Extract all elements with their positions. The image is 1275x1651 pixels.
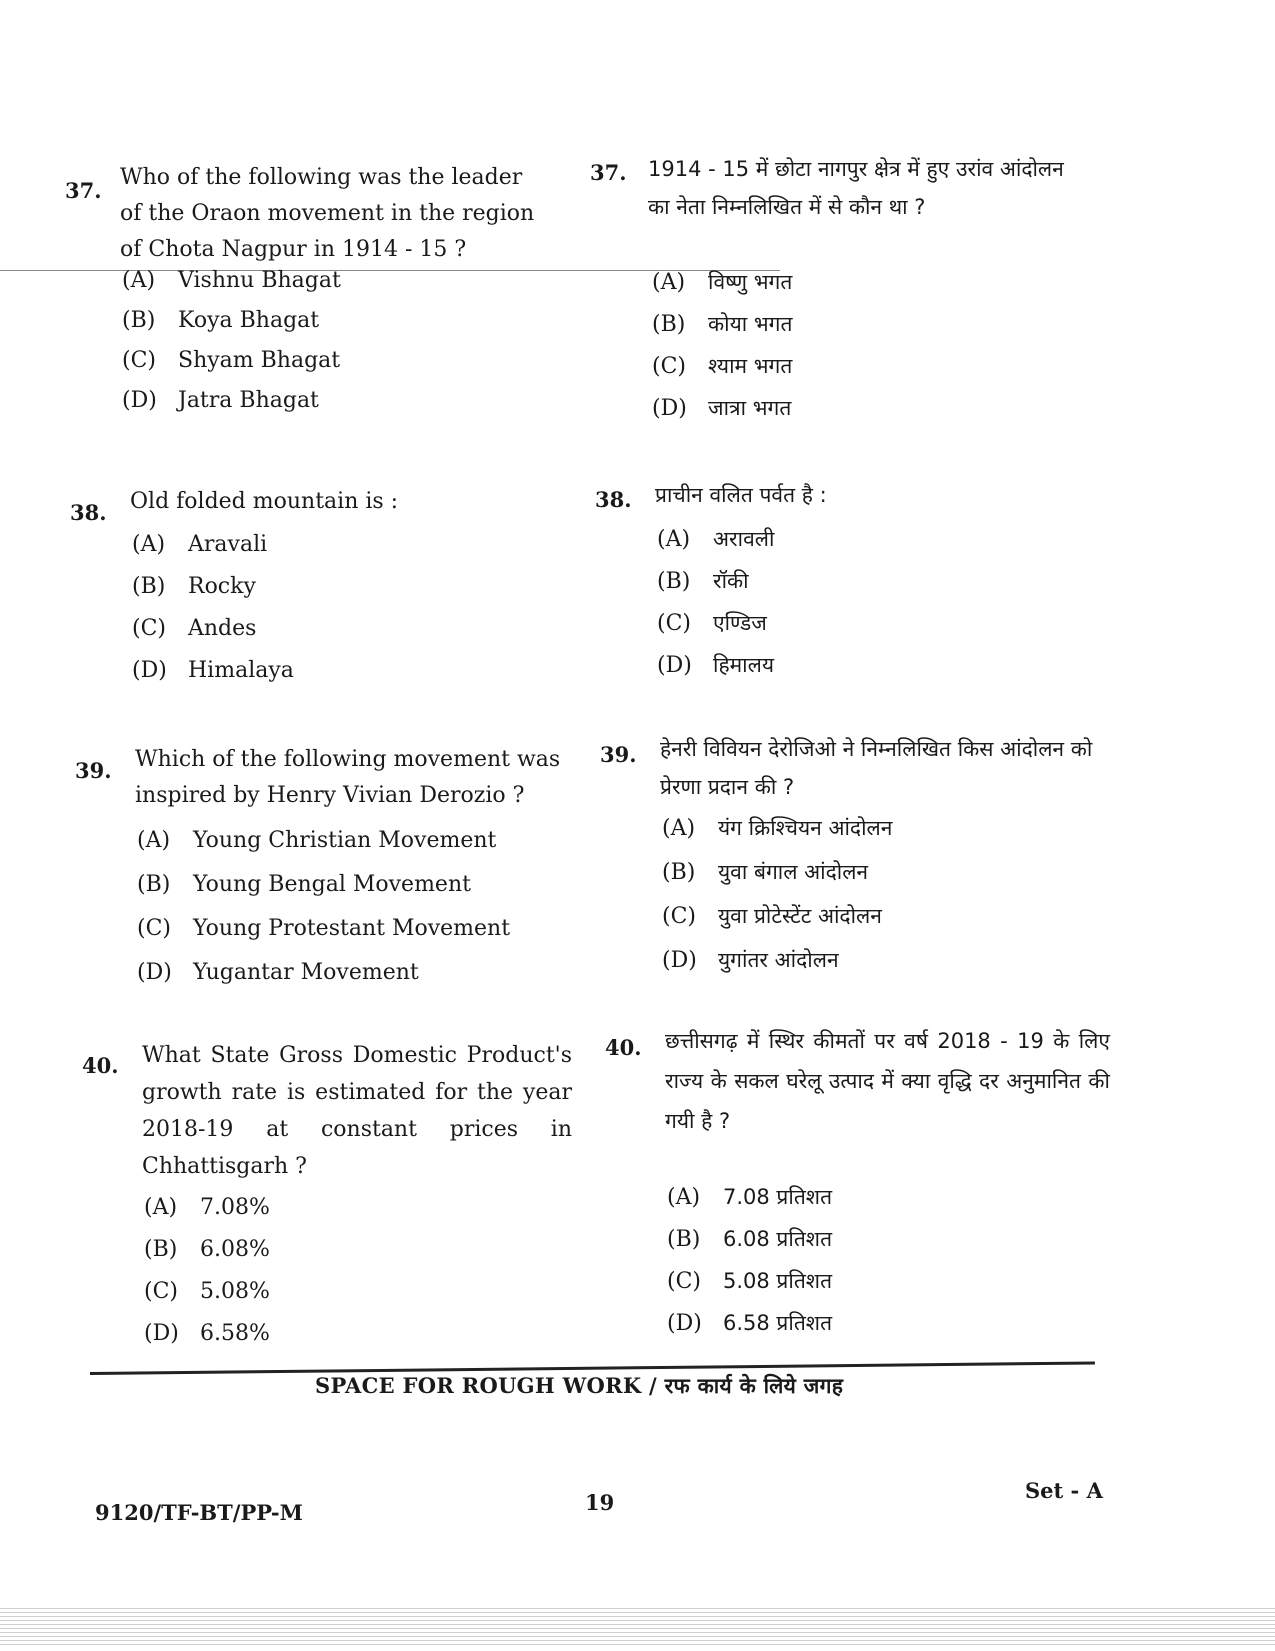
option-b[interactable] — [132, 574, 256, 599]
option-text: विष्णु भगत — [708, 270, 793, 294]
option-label: (B) — [137, 872, 171, 897]
option-d[interactable] — [132, 658, 294, 683]
option-label: (C) — [132, 616, 166, 641]
option-text: Rocky — [188, 574, 256, 599]
question-40-hi — [605, 1029, 1125, 1355]
option-d[interactable] — [657, 651, 774, 679]
option-a[interactable] — [667, 1183, 832, 1211]
scan-edge-lines — [0, 1608, 1275, 1648]
option-text: 6.58 प्रतिशत — [723, 1311, 833, 1335]
question-text: छत्तीसगढ़ में स्थिर कीमतों पर वर्ष 2018 - 19 के लिए राज्य के सकल घरेलू उत्पाद में क्या वृद्धि दर अनुमानित की गयी है ? — [665, 1029, 1110, 1133]
paper-code: 9120/TF-BT/PP-M — [95, 1500, 303, 1525]
option-text: Vishnu Bhagat — [178, 268, 341, 293]
option-d[interactable] — [652, 394, 791, 422]
option-c[interactable] — [667, 1267, 832, 1295]
option-text: रॉकी — [713, 569, 749, 593]
option-text: युवा प्रोटेस्टेंट आंदोलन — [718, 904, 882, 928]
question-text: Which of the following movement was inspired by Henry Vivian Derozio ? — [135, 747, 561, 808]
option-label: (B) — [662, 860, 696, 885]
option-text: 7.08% — [200, 1195, 270, 1220]
option-label: (D) — [137, 960, 172, 985]
question-number: 38. — [595, 487, 632, 512]
question-number: 40. — [605, 1035, 642, 1060]
question-text: हेनरी विवियन देरोजिओ ने निम्नलिखित किस आंदोलन को प्रेरणा प्रदान की ? — [660, 737, 1093, 799]
rough-work-label: SPACE FOR ROUGH WORK / रफ कार्य के लिये जगह — [315, 1373, 844, 1398]
option-label: (A) — [144, 1195, 178, 1220]
option-text: Young Christian Movement — [193, 828, 497, 853]
option-text: Koya Bhagat — [178, 308, 320, 333]
question-number: 37. — [590, 160, 627, 185]
question-38-hi — [595, 483, 1115, 687]
option-b[interactable] — [144, 1237, 270, 1262]
option-text: जात्रा भगत — [708, 396, 792, 420]
option-text: Aravali — [188, 532, 268, 557]
option-label: (A) — [662, 816, 696, 841]
option-a[interactable] — [137, 828, 496, 853]
option-text: 5.08% — [200, 1279, 270, 1304]
option-b[interactable] — [667, 1225, 832, 1253]
option-label: (C) — [662, 904, 696, 929]
option-b[interactable] — [122, 308, 319, 333]
option-label: (D) — [132, 658, 167, 683]
option-text: 6.08% — [200, 1237, 270, 1262]
option-label: (A) — [652, 270, 686, 295]
question-38-en — [70, 489, 570, 692]
option-d[interactable] — [122, 388, 319, 413]
option-label: (A) — [657, 527, 691, 552]
option-text: हिमालय — [713, 653, 775, 677]
option-c[interactable] — [657, 609, 767, 637]
question-text: Old folded mountain is : — [130, 489, 399, 514]
option-label: (B) — [144, 1237, 178, 1262]
question-40-en — [82, 1045, 582, 1365]
option-text: Yugantar Movement — [193, 960, 419, 985]
option-a[interactable] — [657, 525, 774, 553]
option-text: 7.08 प्रतिशत — [723, 1185, 833, 1209]
option-text: युवा बंगाल आंदोलन — [718, 860, 869, 884]
option-text: अरावली — [713, 527, 775, 551]
set-label: Set - A — [1025, 1478, 1103, 1503]
option-c[interactable] — [137, 916, 510, 941]
option-label: (C) — [144, 1279, 178, 1304]
option-label: (C) — [137, 916, 171, 941]
option-label: (A) — [137, 828, 171, 853]
question-text: Who of the following was the leader of the Oraon movement in the region of Chota Nagpur in 1914 - 15 ? — [120, 165, 535, 262]
option-c[interactable] — [652, 352, 792, 380]
option-d[interactable] — [667, 1309, 832, 1337]
option-label: (D) — [657, 653, 692, 678]
question-37-en — [65, 165, 565, 428]
option-label: (D) — [122, 388, 157, 413]
english-column — [0, 0, 640, 1400]
option-label: (C) — [122, 348, 156, 373]
option-b[interactable] — [652, 310, 792, 338]
question-37-hi — [590, 157, 1110, 421]
question-39-hi — [600, 737, 1120, 982]
option-label: (D) — [652, 396, 687, 421]
page-number: 19 — [585, 1490, 615, 1515]
option-label: (B) — [132, 574, 166, 599]
option-text: Shyam Bhagat — [178, 348, 341, 373]
option-text: Young Bengal Movement — [193, 872, 471, 897]
question-number: 38. — [70, 500, 107, 525]
option-text: Himalaya — [188, 658, 294, 683]
question-number: 40. — [82, 1053, 119, 1078]
option-a[interactable] — [144, 1195, 270, 1220]
option-a[interactable] — [122, 268, 341, 293]
option-c[interactable] — [144, 1279, 270, 1304]
option-label: (B) — [657, 569, 691, 594]
option-a[interactable] — [652, 268, 792, 296]
option-text: 6.58% — [200, 1321, 270, 1346]
option-label: (A) — [122, 268, 156, 293]
option-label: (D) — [662, 948, 697, 973]
option-text: कोया भगत — [708, 312, 793, 336]
option-label: (A) — [132, 532, 166, 557]
option-a[interactable] — [662, 814, 892, 842]
option-label: (C) — [652, 354, 686, 379]
question-number: 39. — [600, 742, 637, 767]
option-text: एण्डिज — [713, 611, 767, 635]
option-c[interactable] — [662, 902, 882, 930]
option-text: Andes — [188, 616, 257, 641]
option-b[interactable] — [137, 872, 471, 897]
option-text: श्याम भगत — [708, 354, 793, 378]
hindi-column — [590, 0, 1240, 1400]
option-label: (D) — [667, 1311, 702, 1336]
option-text: 6.08 प्रतिशत — [723, 1227, 833, 1251]
option-label: (A) — [667, 1185, 701, 1210]
option-text: Young Protestant Movement — [193, 916, 511, 941]
option-b[interactable] — [662, 858, 868, 886]
option-label: (B) — [652, 312, 686, 337]
option-c[interactable] — [122, 348, 340, 373]
question-39-en — [75, 747, 575, 990]
question-text: 1914 - 15 में छोटा नागपुर क्षेत्र में हुए उरांव आंदोलन का नेता निम्नलिखित में से कौन था ? — [648, 157, 1064, 219]
question-text: What State Gross Domestic Product's growth rate is estimated for the year 2018-19 at constant prices in Chhattisgarh ? — [142, 1043, 572, 1179]
option-text: Jatra Bhagat — [178, 388, 319, 413]
option-label: (D) — [144, 1321, 179, 1346]
option-text: यंग क्रिश्चियन आंदोलन — [718, 816, 893, 840]
option-text: 5.08 प्रतिशत — [723, 1269, 833, 1293]
option-d[interactable] — [137, 960, 419, 985]
option-label: (B) — [667, 1227, 701, 1252]
option-c[interactable] — [132, 616, 256, 641]
option-text: युगांतर आंदोलन — [718, 948, 839, 972]
question-text: प्राचीन वलित पर्वत है : — [655, 483, 827, 507]
question-number: 37. — [65, 178, 102, 203]
option-label: (C) — [657, 611, 691, 636]
option-d[interactable] — [662, 946, 839, 974]
option-label: (B) — [122, 308, 156, 333]
question-number: 39. — [75, 758, 112, 783]
option-d[interactable] — [144, 1321, 270, 1346]
option-label: (C) — [667, 1269, 701, 1294]
option-a[interactable] — [132, 532, 267, 557]
option-b[interactable] — [657, 567, 749, 595]
